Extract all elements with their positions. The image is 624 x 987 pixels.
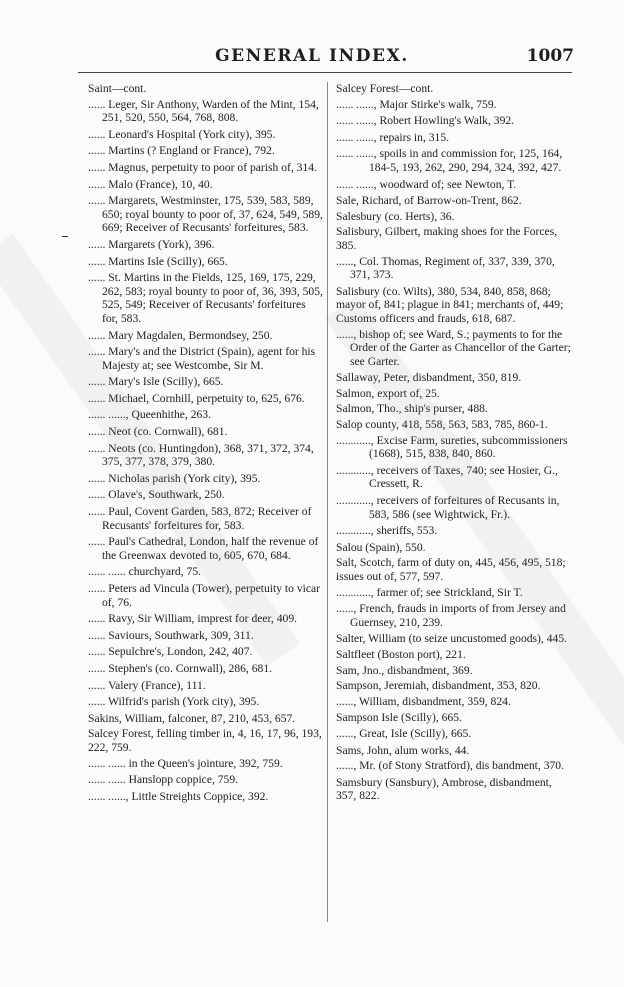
index-entry: ...... ......, Major Stirke's walk, 759. <box>336 97 497 111</box>
index-entry: ...... Martins Isle (Scilly), 665. <box>88 254 228 268</box>
left-column <box>88 82 323 806</box>
index-entry: ...... ...... Hanslopp coppice, 759. <box>88 773 239 787</box>
running-title: GENERAL INDEX. <box>215 46 409 66</box>
index-entry: ...... Leonard's Hospital (York city), 395. <box>88 127 276 141</box>
index-entry: Sampson, Jeremiah, disbandment, 353, 820. <box>336 679 541 693</box>
index-entry: Salisbury, Gilbert, making shoes for the Forces, 385. <box>336 225 558 252</box>
index-entry: Salmon, Tho., ship's purser, 488. <box>336 402 488 416</box>
index-entry: ...... Leger, Sir Anthony, Warden of the Mint, 154, 251, 520, 550, 564, 768, 808. <box>88 97 319 125</box>
index-entry: ......, bishop of; see Ward, S.; payments to for the Order of the Garter as Chancellor of the Garter; see Garter. <box>336 327 571 368</box>
index-entry: Sale, Richard, of Barrow-on-Trent, 862. <box>336 194 522 208</box>
index-entry: ...... Neot (co. Cornwall), 681. <box>88 425 228 439</box>
index-entry: ...... ...... churchyard, 75. <box>88 565 202 579</box>
index-entry: ...... Magnus, perpetuity to poor of parish of, 314. <box>88 160 317 174</box>
index-entry: ...... Mary's and the District (Spain), agent for his Majesty at; see Westcombe, Sir M. <box>88 345 316 372</box>
right-column <box>336 82 571 805</box>
index-entry: ...... Stephen's (co. Cornwall), 286, 681. <box>88 661 273 675</box>
header-rule <box>78 72 572 73</box>
index-entry: Samsbury (Sansbury), Ambrose, disbandment, 357, 822. <box>336 775 552 803</box>
index-entry: Salmon, export of, 25. <box>336 386 440 400</box>
index-entry: ...... Martins (? England or France), 792. <box>88 144 275 158</box>
index-entry: Salt, Scotch, farm of duty on, 445, 456, 495, 518; issues out of, 577, 597. <box>336 556 566 583</box>
index-entry: ............, receivers of Taxes, 740; see Hosier, G., Cressett, R. <box>336 463 558 491</box>
index-entry: ......, Mr. (of Stony Stratford), dis bandment, 370. <box>336 759 564 773</box>
index-entry: ...... Margarets, Westminster, 175, 539, 583, 589, 650; royal bounty to poor of, 37, 624, 549, 589, 669; Receiver of Recusants' forfeitures, 583. <box>88 194 323 235</box>
index-entry: ......, William, disbandment, 359, 824. <box>336 694 511 708</box>
index-entry: ...... Michael, Cornhill, perpetuity to, 625, 676. <box>88 391 305 405</box>
margin-mark <box>62 236 68 237</box>
index-entry: ...... Malo (France), 10, 40. <box>88 177 213 191</box>
index-entry: Salcey Forest, felling timber in, 4, 16, 17, 96, 193, 222, 759. <box>88 727 322 754</box>
index-entry: ...... ......, Robert Howling's Walk, 392. <box>336 114 515 128</box>
index-entry: ...... ......, Little Streights Coppice, 392. <box>88 789 269 803</box>
index-entry: Sakins, William, falconer, 87, 210, 453, 657. <box>88 711 296 725</box>
index-entry: Saltfleet (Boston port), 221. <box>336 647 466 661</box>
index-entry: Saint—cont. <box>88 82 147 95</box>
index-entry: Sallaway, Peter, disbandment, 350, 819. <box>336 371 522 385</box>
index-entry: ...... Paul, Covent Garden, 583, 872; Receiver of Recusants' forfeitures for, 583. <box>88 505 312 532</box>
index-entry: ............, receivers of forfeitures of Recusants in, 583, 586 (see Wightwick, Fr.). <box>336 494 560 521</box>
index-entry: ...... Olave's, Southwark, 250. <box>88 488 225 502</box>
index-entry: Sams, John, alum works, 44. <box>336 743 470 757</box>
index-entry: Sam, Jno., disbandment, 369. <box>336 663 473 677</box>
index-entry: Salesbury (co. Herts), 36. <box>336 209 455 223</box>
index-entry: ......, French, frauds in imports of from Jersey and Guernsey, 210, 239. <box>336 602 566 629</box>
index-entry: ...... Saviours, Southwark, 309, 311. <box>88 628 254 642</box>
index-entry: ...... Paul's Cathedral, London, half the revenue of the Greenwax devoted to, 605, 670, 684. <box>88 535 319 562</box>
index-entry: ...... ......, Queenhithe, 263. <box>88 408 212 422</box>
index-entry: ...... Margarets (York), 396. <box>88 237 215 251</box>
index-entry: ...... Sepulchre's, London, 242, 407. <box>88 645 253 659</box>
index-entry: ...... Nicholas parish (York city), 395. <box>88 471 261 485</box>
index-entry: ...... ......, spoils in and commission for, 125, 164, 184-5, 193, 262, 290, 294, 324, 392, 427. <box>336 147 563 174</box>
index-entry: ...... ......, repairs in, 315. <box>336 130 450 144</box>
index-entry: Salcey Forest—cont. <box>336 82 434 95</box>
index-entry: Sampson Isle (Scilly), 665. <box>336 711 462 725</box>
index-entry: ...... ......, woodward of; see Newton, T. <box>336 177 517 191</box>
index-entry: ...... Mary Magdalen, Bermondsey, 250. <box>88 328 273 342</box>
index-entry: ......, Col. Thomas, Regiment of, 337, 339, 370, 371, 373. <box>336 254 555 282</box>
index-entry: Salisbury (co. Wilts), 380, 534, 840, 858, 868; mayor of, 841; plague in 841; merchants of, 449; Customs officers and frauds, 618, 687. <box>336 284 564 325</box>
index-entry: ......, Great, Isle (Scilly), 665. <box>336 726 472 740</box>
index-entry: ...... Neots (co. Huntingdon), 368, 371, 372, 374, 375, 377, 378, 379, 380. <box>88 441 314 469</box>
index-entry: ...... Ravy, Sir William, imprest for deer, 409. <box>88 612 298 626</box>
index-entry: ............, farmer of; see Strickland, Sir T. <box>336 585 523 599</box>
index-entry: ...... Wilfrid's parish (York city), 395. <box>88 695 260 709</box>
index-entry: ............, sheriffs, 553. <box>336 524 438 538</box>
index-entry: Salou (Spain), 550. <box>336 540 426 554</box>
index-entry: ...... Mary's Isle (Scilly), 665. <box>88 375 224 389</box>
page-number: 1007 <box>526 46 574 66</box>
index-entry: ...... St. Martins in the Fields, 125, 169, 175, 229, 262, 583; royal bounty to poor of, 36, 393, 505, 525, 549; Receiver of Recusants' forfeitures for, 583. <box>88 271 323 325</box>
index-entry: Salop county, 418, 558, 563, 583, 785, 860-1. <box>336 418 548 432</box>
index-entry: ...... Peters ad Vincula (Tower), perpetuity to vicar of, 76. <box>88 582 321 609</box>
index-entry: ...... Valery (France), 111. <box>88 678 206 692</box>
index-entry: Salter, William (to seize uncustomed goods), 445. <box>336 632 568 646</box>
index-entry: ............, Excise Farm, sureties, subcommissioners (1668), 515, 838, 840, 860. <box>336 433 568 461</box>
column-divider <box>327 82 328 922</box>
index-entry: ...... ...... in the Queen's jointure, 392, 759. <box>88 756 283 770</box>
